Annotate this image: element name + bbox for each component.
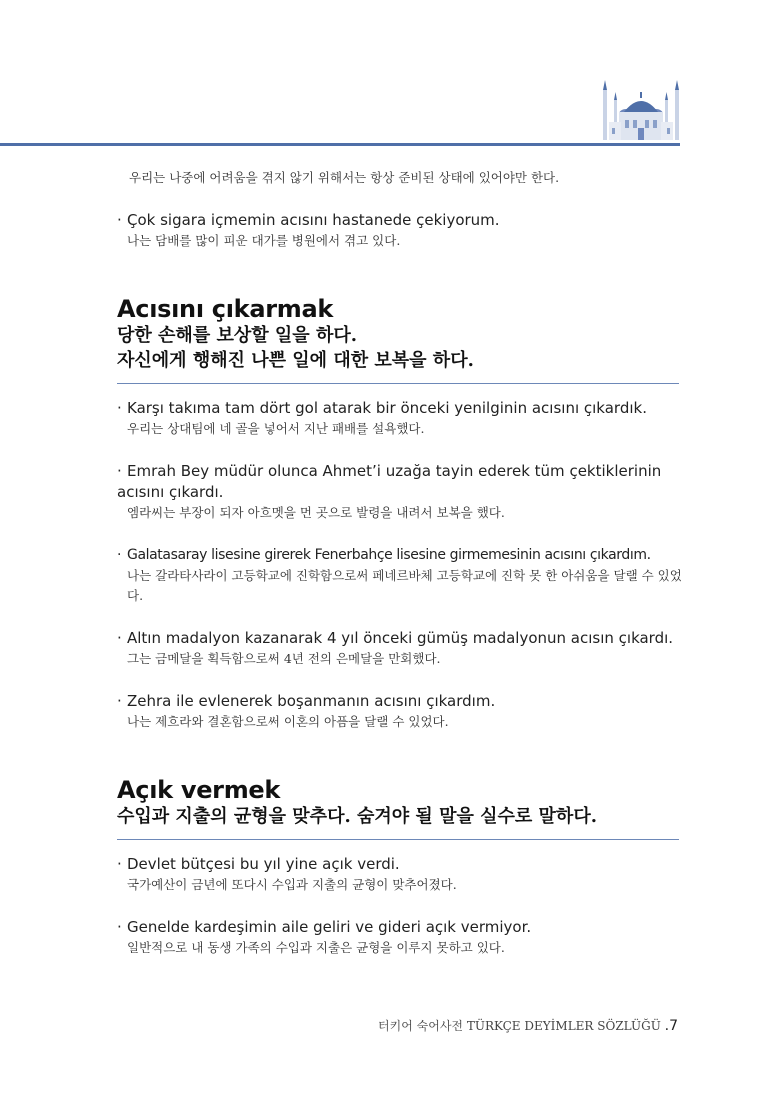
idiom-definition: 수입과 지출의 균형을 맞추다. 숨겨야 될 말을 실수로 말하다. xyxy=(117,806,597,827)
example-turkish: · Emrah Bey müdür olunca Ahmet’i uzağa tayin ederek tüm çektiklerinin acısını çıkardı. xyxy=(117,462,662,501)
example-turkish: · Karşı takıma tam dört gol atarak bir önceki yenilginin acısını çıkardık. xyxy=(117,399,647,417)
header-rule xyxy=(0,143,680,146)
idiom-title: Acısını çıkarmak xyxy=(117,295,334,323)
example-korean: 우리는 상대팀에 네 골을 넣어서 지난 패배를 설욕했다. xyxy=(127,421,425,436)
example xyxy=(117,545,692,606)
example-turkish: · Altın madalyon kazanarak 4 yıl önceki gümüş madalyonun acısın çıkardı. xyxy=(117,629,674,647)
example-turkish: · Genelde kardeşimin aile geliri ve gideri açık vermiyor. xyxy=(117,918,532,936)
example xyxy=(117,628,692,669)
example xyxy=(117,210,692,251)
intro-translation: 우리는 나중에 어려움을 겪지 않기 위해서는 항상 준비된 상태에 있어야만 한다. xyxy=(129,170,560,185)
example-turkish: · Zehra ile evlenerek boşanmanın acısını çıkardım. xyxy=(117,692,496,710)
idiom-section xyxy=(117,295,692,732)
idiom-section xyxy=(117,776,692,958)
example xyxy=(117,691,692,732)
example xyxy=(117,398,692,439)
example-korean: 나는 갈라타사라이 고등학교에 진학함으로써 페네르바체 고등학교에 진학 못 한 아쉬움을 달랠 수 있었다. xyxy=(127,568,682,603)
idiom-title: Açık vermek xyxy=(117,776,281,804)
example xyxy=(117,917,692,958)
page-number: .7 xyxy=(664,1018,678,1034)
section-rule xyxy=(117,383,679,384)
example-korean: 나는 담배를 많이 피운 대가를 병원에서 겪고 있다. xyxy=(127,233,401,248)
idiom-definition: 당한 손해를 보상할 일을 하다. xyxy=(117,325,357,346)
page-footer xyxy=(378,1017,678,1034)
page-content xyxy=(117,168,692,958)
example-turkish: · Devlet bütçesi bu yıl yine açık verdi. xyxy=(117,855,400,873)
example-turkish: · Çok sigara içmemin acısını hastanede çekiyorum. xyxy=(117,211,500,229)
example xyxy=(117,854,692,895)
idiom-definition: 자신에게 행해진 나쁜 일에 대한 보복을 하다. xyxy=(117,350,474,371)
example-korean: 나는 제흐라와 결혼함으로써 이혼의 아픔을 달랠 수 있었다. xyxy=(127,714,449,729)
example-korean: 엠라씨는 부장이 되자 아흐멧을 먼 곳으로 발령을 내려서 보복을 했다. xyxy=(127,505,505,520)
example-korean: 그는 금메달을 획득함으로써 4년 전의 은메달을 만회했다. xyxy=(127,651,441,666)
footer-title: 터키어 숙어사전 TÜRKÇE DEYİMLER SÖZLÜĞÜ xyxy=(378,1019,661,1033)
example-turkish: · Galatasaray lisesine girerek Fenerbahçe lisesine girmemesinin acısını çıkardım. xyxy=(117,547,651,563)
example-korean: 일반적으로 내 동생 가족의 수입과 지출은 균형을 이루지 못하고 있다. xyxy=(127,940,505,955)
example xyxy=(117,461,692,523)
example-korean: 국가예산이 금년에 또다시 수입과 지출의 균형이 맞추어졌다. xyxy=(127,877,457,892)
section-rule xyxy=(117,839,679,840)
mosque-icon xyxy=(600,78,682,144)
